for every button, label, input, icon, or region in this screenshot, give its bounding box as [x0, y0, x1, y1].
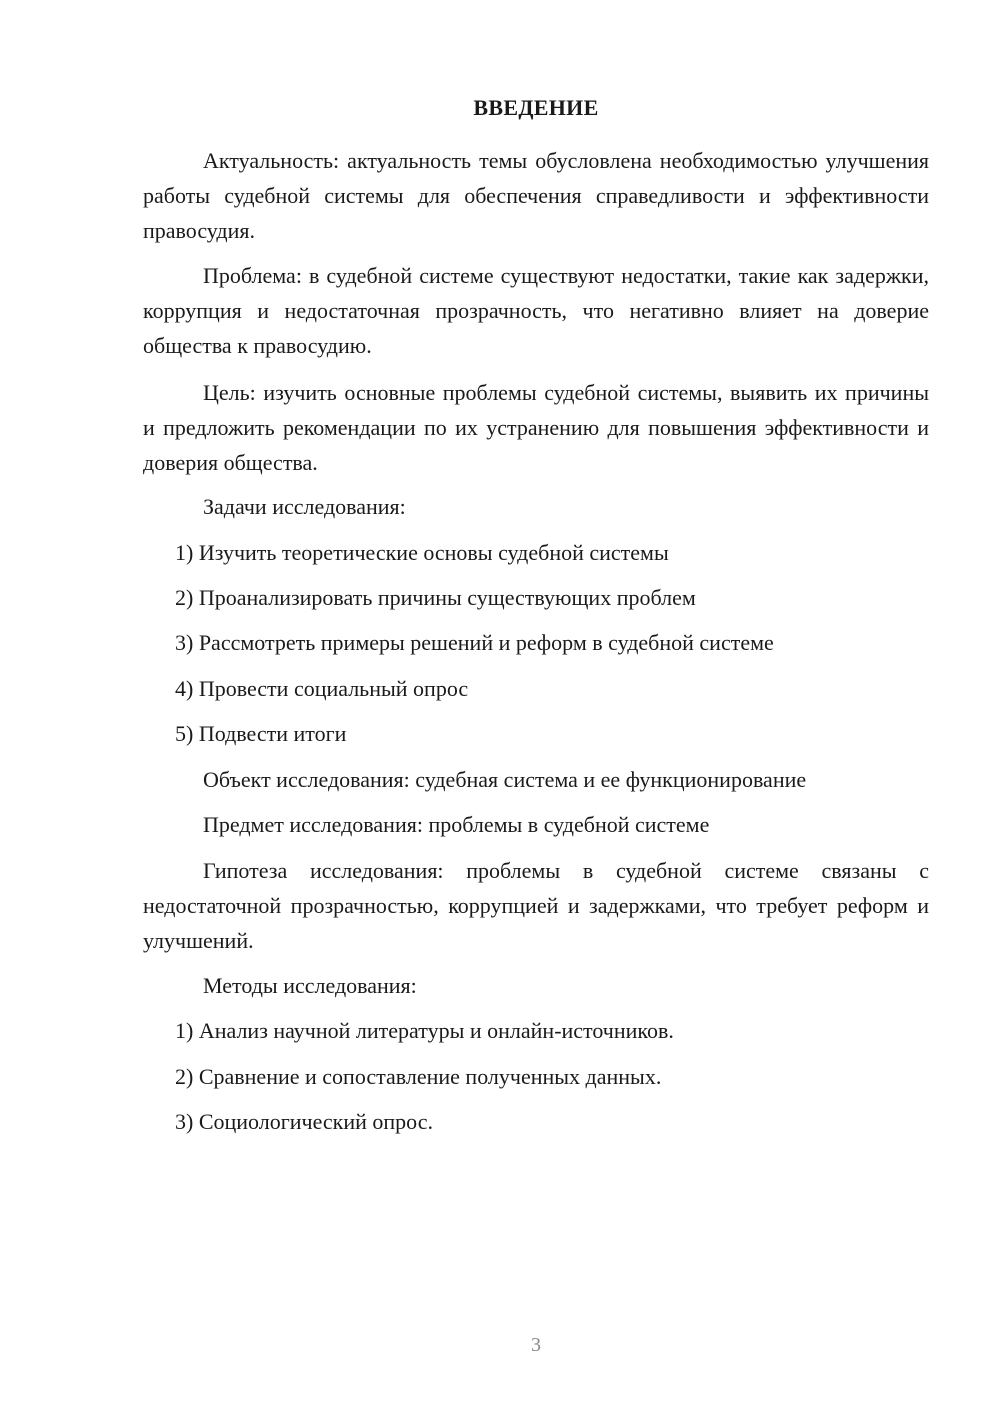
- task-item: 5) Подвести итоги: [175, 721, 347, 746]
- problem-paragraph: Проблема: в судебной системе существуют недостатки, такие как задержки, коррупция и недостаточная прозрачность, что негативно влияет на доверие общества к правосудию.: [143, 263, 929, 358]
- goal-paragraph: Цель: изучить основные проблемы судебной системы, выявить их причины и предложить рекомендации по их устранению для повышения эффективности и доверия общества.: [143, 380, 929, 475]
- method-item: 3) Социологический опрос.: [175, 1109, 433, 1134]
- task-item: 1) Изучить теоретические основы судебной системы: [175, 540, 669, 565]
- methods-heading: Методы исследования:: [203, 973, 417, 998]
- method-item: 2) Сравнение и сопоставление полученных данных.: [175, 1064, 662, 1089]
- method-item: 1) Анализ научной литературы и онлайн-источников.: [175, 1018, 674, 1043]
- document-page: [143, 0, 929, 1414]
- relevance-paragraph: Актуальность: актуальность темы обусловлена необходимостью улучшения работы судебной системы для обеспечения справедливости и эффективности правосудия.: [143, 148, 929, 243]
- tasks-heading: Задачи исследования:: [203, 494, 406, 519]
- task-item: 3) Рассмотреть примеры решений и реформ в судебной системе: [175, 630, 774, 655]
- task-item: 4) Провести социальный опрос: [175, 676, 469, 701]
- page-number: 3: [531, 1334, 541, 1356]
- task-item: 2) Проанализировать причины существующих проблем: [175, 585, 696, 610]
- research-subject: Предмет исследования: проблемы в судебной системе: [203, 812, 710, 837]
- research-object: Объект исследования: судебная система и ее функционирование: [203, 767, 807, 792]
- section-title: ВВЕДЕНИЕ: [473, 95, 599, 120]
- hypothesis-paragraph: Гипотеза исследования: проблемы в судебной системе связаны с недостаточной прозрачностью, коррупцией и задержками, что требует реформ и улучшений.: [143, 858, 929, 953]
